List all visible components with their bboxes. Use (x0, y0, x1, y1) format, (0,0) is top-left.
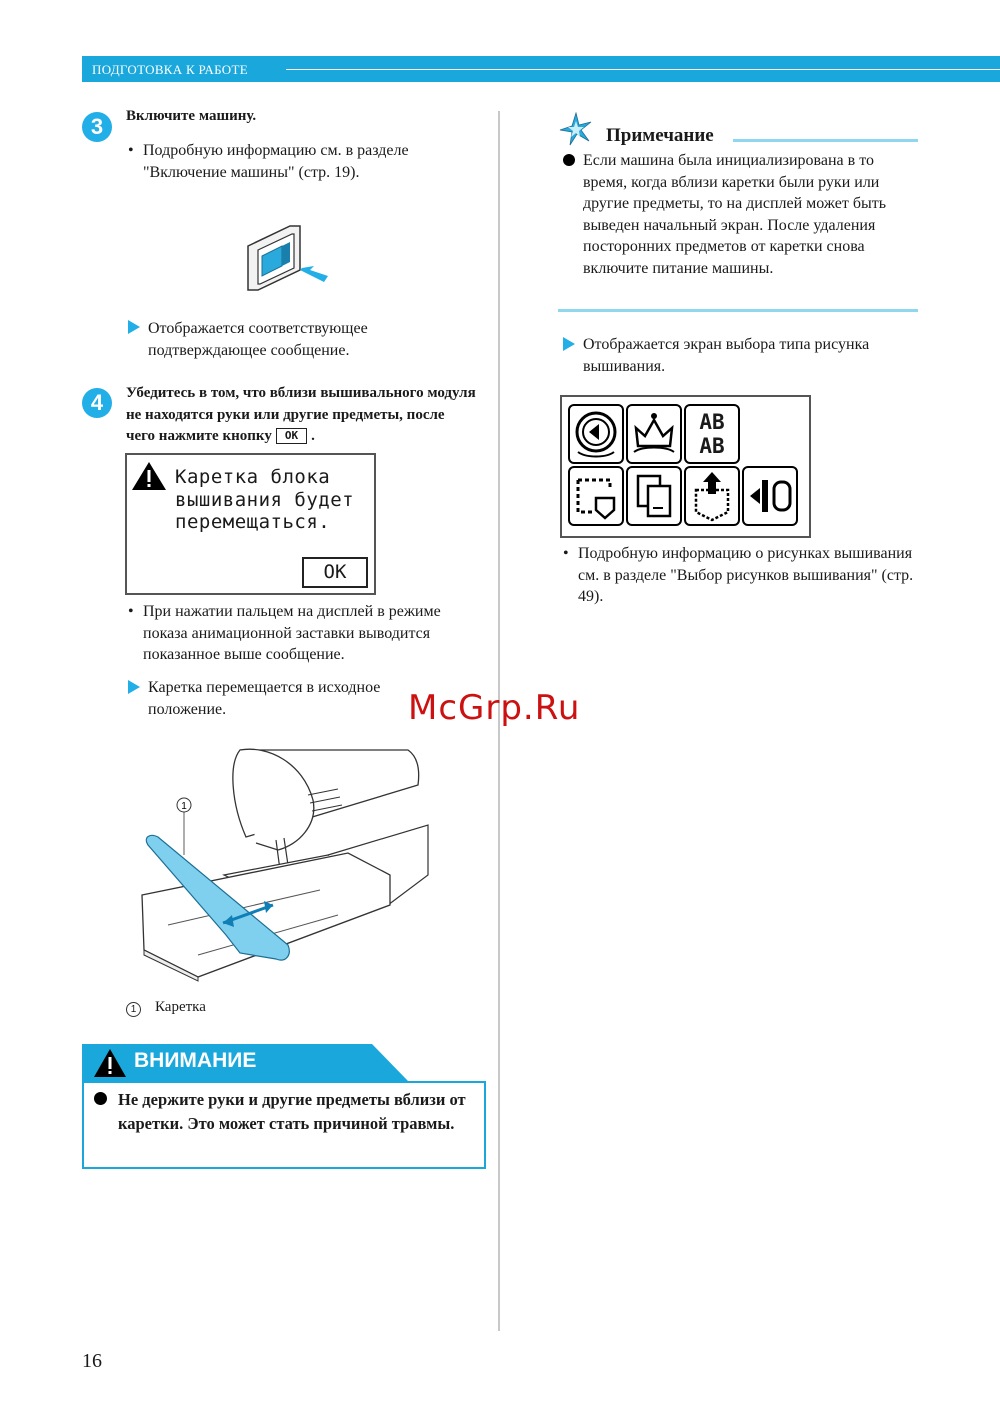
step-4-bullet: При нажатии пальцем на дисплей в режиме показа анимационной заставки выводится показанное выше сообщение. (143, 603, 441, 663)
embroidery-pattern-icon[interactable] (568, 404, 624, 464)
legend-number: 1 (126, 1002, 141, 1017)
header-rule (286, 69, 1000, 70)
note-text: Если машина была инициализирована в то время, когда вблизи каретки были руки или другие предметы, то на дисплей может быть выведен начальный экран. После удаления посторонних предметов от каретки снова включите питание машины. (583, 152, 887, 277)
frame-pattern-icon[interactable] (568, 466, 624, 526)
bullet-dot: • (128, 603, 134, 620)
bullet-dot: • (128, 142, 134, 159)
note-sparkle-icon (558, 112, 594, 146)
warning-title: ВНИМАНИЕ (134, 1049, 257, 1072)
memory-icon[interactable] (626, 466, 682, 526)
embroidery-unit-illustration (128, 745, 433, 985)
note-title-rule (733, 139, 918, 142)
alphabet-icon-text-1: AB (699, 410, 725, 434)
step-3-result: Отображается соответствующее подтверждающее сообщение. (148, 320, 368, 359)
result-arrow-icon (563, 337, 575, 351)
caution-icon (93, 1048, 127, 1078)
power-switch-illustration (240, 218, 340, 293)
bullet-dot: • (563, 545, 569, 562)
step-4-title-end: . (311, 428, 315, 444)
right-bullet: Подробную информацию о рисунках вышивания см. в разделе "Выбор рисунков вышивания" (стр. 49). (578, 545, 914, 605)
alphabet-icon[interactable] (684, 404, 740, 464)
callout-number: 1 (181, 801, 187, 812)
step-3-number: 3 (82, 112, 112, 142)
result-arrow-icon (128, 320, 140, 334)
page-number: 16 (82, 1350, 102, 1372)
crown-pattern-icon[interactable] (626, 404, 682, 464)
warning-text: Не держите руки и другие предметы вблизи от каретки. Это может стать причиной травмы. (118, 1090, 466, 1133)
step-3-bullet: Подробную информацию см. в разделе "Включение машины" (стр. 19). (143, 142, 409, 181)
note-title: Примечание (606, 125, 714, 146)
lcd-message-text: Каретка блока вышивания будет перемещаться. (175, 466, 355, 533)
alphabet-icon-text-2: AB (699, 434, 725, 458)
lcd-ok-button[interactable]: OK (302, 557, 368, 588)
back-icon[interactable] (742, 466, 798, 526)
step-4-title (126, 383, 476, 448)
step-4-number: 4 (82, 388, 112, 418)
step-4-title-text: Убедитесь в том, что вблизи вышивального модуля не находятся руки или другие предметы, после чего нажмите кнопку (126, 385, 476, 444)
ok-key-inline: OK (276, 428, 307, 444)
pocket-upload-icon[interactable] (684, 466, 740, 526)
step-4-result: Каретка перемещается в исходное положение. (148, 679, 381, 718)
note-bottom-rule (558, 309, 918, 312)
legend-text: Каретка (155, 999, 206, 1015)
warning-icon (131, 461, 167, 491)
result-arrow-icon (128, 680, 140, 694)
bullet-dot (94, 1092, 107, 1105)
section-title: ПОДГОТОВКА К РАБОТЕ (92, 62, 248, 77)
watermark: McGrp.Ru (408, 688, 581, 728)
bullet-dot (563, 154, 575, 166)
right-result: Отображается экран выбора типа рисунка вышивания. (583, 336, 870, 375)
step-3-title: Включите машину. (126, 108, 257, 124)
